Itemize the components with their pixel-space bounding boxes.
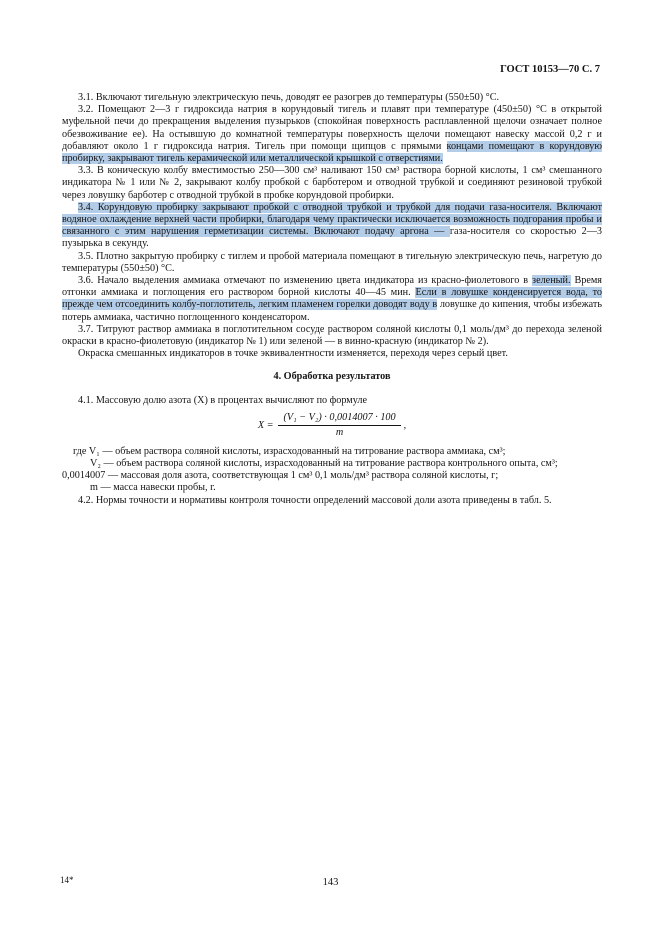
definition-item: V₂ — объем раствора соляной кислоты, израсходованный на титрование раствора контрольного опыта, см³;	[90, 458, 558, 470]
paragraph	[62, 251, 602, 275]
formula-numerator: (V₁ − V₂) · 0,0014007 · 100	[278, 412, 400, 426]
paragraph	[62, 348, 602, 360]
gost-header: ГОСТ 10153—70 С. 7	[500, 64, 600, 75]
formula-suffix: ,	[403, 419, 407, 431]
highlighted-text-segment: концами помещают в корундовую пробирку, закрывают тигель керамической или металлической крышкой с отверстиями.	[62, 140, 602, 165]
paragraph-4-2: 4.2. Нормы точности и нормативы контроля точности определений массовой доли азота приведены в табл. 5.	[78, 494, 552, 506]
paragraph	[62, 324, 602, 348]
formula-fraction	[278, 412, 400, 439]
text-segment: Окраска смешанных индикаторов в точке эквивалентности изменяется, переходя через серый цвет.	[78, 348, 508, 360]
paragraphs-block	[62, 92, 602, 360]
paragraph	[62, 275, 602, 324]
formula-intro: 4.1. Массовую долю азота (X) в процентах вычисляют по формуле	[78, 394, 368, 406]
formula	[62, 412, 602, 439]
text-segment: 3.5. Плотно закрытую пробирку с тиглем и пробой материала помещают в тигельную электрическую печь, нагретую до температуры (550±50) °С.	[62, 250, 602, 274]
section-heading: 4. Обработка результатов	[273, 371, 391, 383]
text-segment: ловушке до кипения, чтобы избежать потерь аммиака, частично поглощенного конденсатором.	[62, 299, 603, 323]
paragraph	[62, 165, 602, 202]
highlighted-text-segment: зеленый.	[532, 275, 571, 287]
highlighted-text-segment: Если в ловушке конденсируется вода, то прежде чем отсоединить колбу-поглотитель, легким пламенем горелки доводят воду в	[62, 287, 603, 311]
formula-lhs: X =	[257, 419, 274, 431]
definition-item: m — масса навески пробы, г.	[90, 482, 216, 494]
text-segment: 3.6. Начало выделения аммиака отмечают по изменению цвета индикатора из красно-фиолетового в	[78, 275, 533, 287]
highlighted-text-segment: 3.4. Корундовую пробирку закрывают пробкой с отводной трубкой и трубкой для подачи газа-носителя. Включают водяное охлаждение верхней части пробирки, благодаря чему практически исключается возможность подгорания пробы и связанного с этим нарушения герметизации системы. Включают подачу аргона —	[62, 201, 602, 238]
formula-denominator: m	[335, 426, 344, 438]
definition-item: 0,0014007 — массовая доля азота, соответствующая 1 см³ 0,1 моль/дм³ раствора соляной кислоты, г;	[62, 470, 499, 482]
signature-mark: 14*	[60, 874, 74, 885]
page-number: 143	[322, 876, 339, 888]
text-segment: Время отгонки аммиака и поглощения его раствором борной кислоты 40—45 мин.	[62, 275, 602, 299]
paragraph	[62, 202, 602, 251]
paragraph	[62, 104, 602, 165]
page-content	[62, 92, 602, 507]
text-segment: газа-носителя со скоростью 2—3 пузырька в секунду.	[62, 226, 602, 250]
text-segment: 3.7. Титруют раствор аммиака в поглотительном сосуде раствором соляной кислоты 0,1 моль/дм³ до перехода зеленой окраски в красно-фиолетовую (индикатор № 1) или зеленой — в винно-красную (индикатор № 2).	[62, 323, 602, 348]
paragraph	[62, 92, 602, 104]
text-segment: 3.1. Включают тигельную электрическую печь, доводят ее разогрев до температуры (550±50) °С.	[78, 92, 500, 103]
text-segment: 3.2. Помещают 2—3 г гидроксида натрия в корундовый тигель и плавят при температуре (450±50) °С в открытой муфельной печи до прекращения выделения пузырьков (спокойная поверхность расплавленной щелочи означает полное обезвоживание ее). На остывшую до комнатной температуры поверхность щелочи помещают навеску массой 0,2 г и добавляют около 1 г гидроксида натрия. Тигель при помощи щипцов с прямыми	[62, 104, 602, 152]
text-segment: 3.3. В коническую колбу вместимостью 250—300 см³ наливают 150 см³ раствора борной кислоты, 1 см³ смешанного индикатора № 1 или № 2, закрывают колбу пробкой с барботером и отводной трубкой и соединяют резиновой трубкой через ловушку барботер с отводной трубкой в пробке корундовой пробирки.	[62, 165, 602, 201]
definition-item: где V₁ — объем раствора соляной кислоты, израсходованный на титрование раствора аммиака, см³;	[73, 445, 506, 457]
definitions-block	[62, 446, 602, 495]
